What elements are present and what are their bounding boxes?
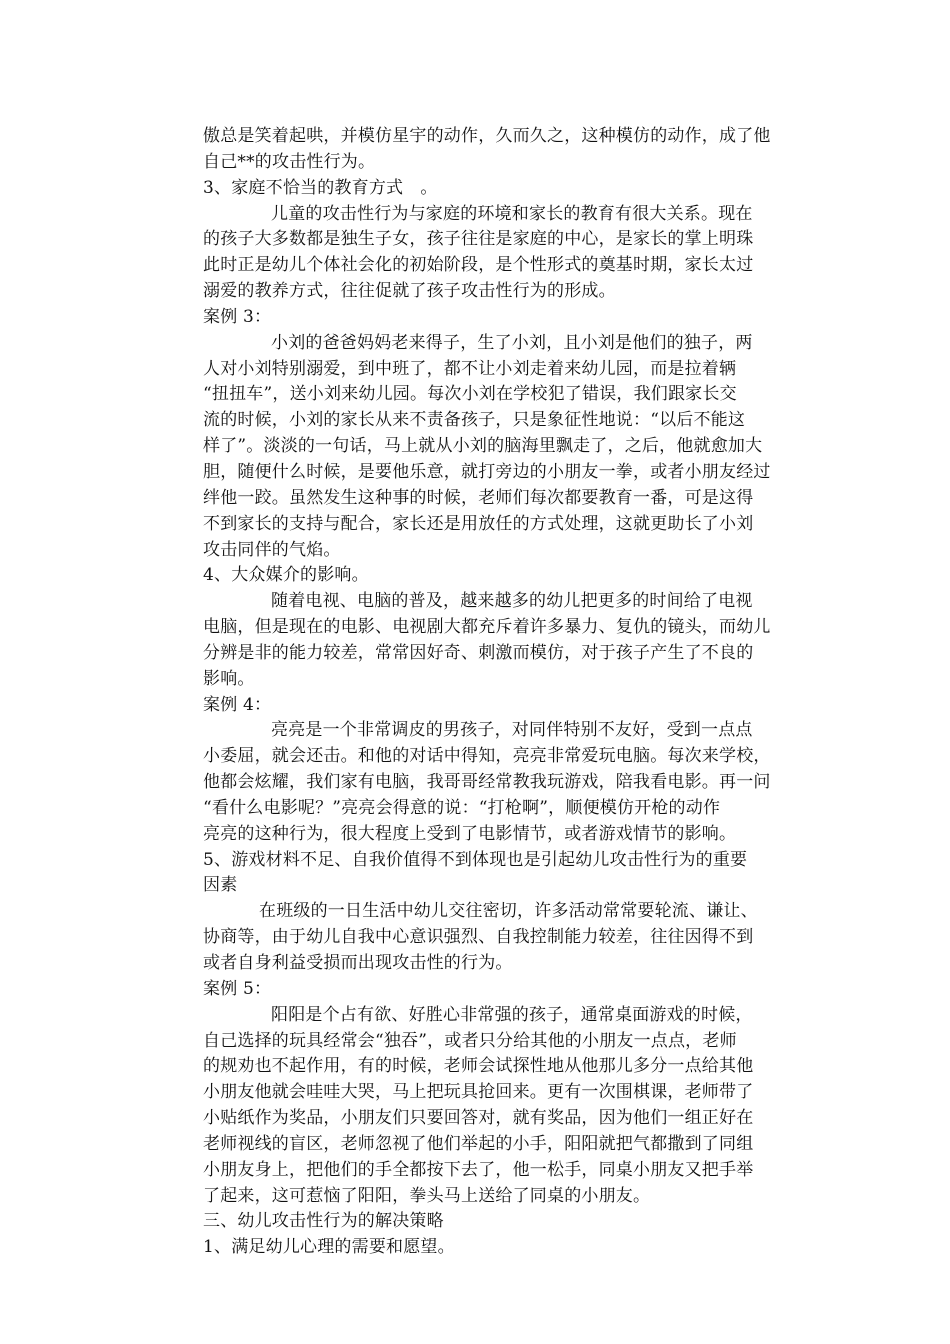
text-line: “扭扭车”，送小刘来幼儿园。每次小刘在学校犯了错误，我们跟家长交 [203, 384, 737, 405]
text-line: 小贴纸作为奖品，小朋友们只要回答对，就有奖品，因为他们一组正好在 [203, 1108, 754, 1129]
text-line: 案例 3： [203, 306, 272, 327]
text-line: 傲总是笑着起哄，并模仿星宇的动作，久而久之，这种模仿的动作，成了他 [203, 126, 771, 146]
text-line: 小刘的爸爸妈妈老来得子，生了小刘，且小刘是他们的独子，两 [271, 332, 753, 353]
text-line: 案例 5： [203, 978, 272, 999]
text-line: 儿童的攻击性行为与家庭的环境和家长的教育有很大关系。现在 [271, 203, 753, 224]
text-line: 不到家长的支持与配合，家长还是用放任的方式处理，这就更助长了小刘 [203, 513, 754, 534]
text-line: 阳阳是个占有欲、好胜心非常强的孩子，通常桌面游戏的时候， [271, 1004, 753, 1025]
text-line: 的规劝也不起作用，有的时候，老师会试探性地从他那儿多分一点给其他 [203, 1056, 754, 1077]
text-line: “看什么电影呢？”亮亮会得意的说：“打枪啊”，顺便模仿开枪的动作 [203, 797, 721, 818]
text-line: 案例 4： [203, 694, 272, 715]
text-line: 5、游戏材料不足、自我价值得不到体现也是引起幼儿攻击性行为的重要 [203, 849, 748, 870]
text-line: 溺爱的教养方式，往往促就了孩子攻击性行为的形成。 [203, 281, 616, 302]
text-line: 了起来，这可惹恼了阳阳，拳头马上送给了同桌的小朋友。 [203, 1185, 651, 1206]
text-line: 攻击同伴的气焰。 [203, 539, 341, 560]
text-line: 他都会炫耀，我们家有电脑，我哥哥经常教我玩游戏，陪我看电影。再一问 [203, 772, 771, 793]
text-line: 4、大众媒介的影响。 [203, 565, 369, 586]
text-line: 流的时候，小刘的家长从来不责备孩子，只是象征性地说：“以后不能这 [203, 410, 746, 431]
text-line: 的孩子大多数都是独生子女，孩子往往是家庭的中心，是家长的掌上明珠 [203, 229, 754, 250]
text-line: 或者自身利益受损而出现攻击性的行为。 [203, 953, 513, 973]
text-line: 随着电视、电脑的普及，越来越多的幼儿把更多的时间给了电视 [271, 591, 753, 612]
text-line: 因素 [203, 875, 238, 896]
text-line: 老师视线的盲区，老师忽视了他们举起的小手，阳阳就把气都撒到了同组 [203, 1133, 754, 1154]
text-line: 1、满足幼儿心理的需要和愿望。 [203, 1237, 455, 1258]
text-line: 样了”。淡淡的一句话，马上就从小刘的脑海里飘走了，之后，他就愈加大 [203, 436, 763, 457]
document-page [203, 124, 813, 1261]
text-line: 3、家庭不恰当的教育方式 。 [203, 177, 438, 198]
text-line: 小朋友身上，把他们的手全都按下去了，他一松手，同桌小朋友又把手举 [203, 1159, 754, 1180]
text-line: 分辨是非的能力较差，常常因好奇、刺激而模仿，对于孩子产生了不良的 [203, 642, 754, 663]
text-line: 小委屈，就会还击。和他的对话中得知，亮亮非常爱玩电脑。每次来学校， [203, 746, 771, 767]
text-line: 此时正是幼儿个体社会化的初始阶段，是个性形式的奠基时期，家长太过 [203, 255, 754, 276]
text-line: 在班级的一日生活中幼儿交往密切，许多活动常常要轮流、谦让、 [259, 901, 758, 922]
text-line: 小朋友他就会哇哇大哭，马上把玩具抢回来。更有一次围棋课，老师带了 [203, 1082, 754, 1103]
text-line: 协商等，由于幼儿自我中心意识强烈、自我控制能力较差，往往因得不到 [203, 927, 754, 948]
text-line: 亮亮是一个非常调皮的男孩子，对同伴特别不友好，受到一点点 [271, 720, 753, 741]
text-line: 电脑，但是现在的电影、电视剧大都充斥着许多暴力、复仇的镜头，而幼儿 [203, 617, 771, 638]
text-line: 自己**的攻击性行为。 [203, 151, 376, 172]
text-line: 三、幼儿攻击性行为的解决策略 [203, 1211, 444, 1232]
text-line: 绊他一跤。虽然发生这种事的时候，老师们每次都要教育一番，可是这得 [203, 487, 754, 508]
text-line: 亮亮的这种行为，很大程度上受到了电影情节，或者游戏情节的影响。 [203, 823, 737, 844]
text-line: 人对小刘特别溺爱，到中班了，都不让小刘走着来幼儿园，而是拉着辆 [203, 358, 737, 379]
text-line: 影响。 [203, 668, 255, 689]
text-line: 自己选择的玩具经常会“独吞”，或者只分给其他的小朋友一点点，老师 [203, 1030, 737, 1051]
text-line: 胆，随便什么时候，是要他乐意，就打旁边的小朋友一拳，或者小朋友经过 [203, 461, 771, 482]
